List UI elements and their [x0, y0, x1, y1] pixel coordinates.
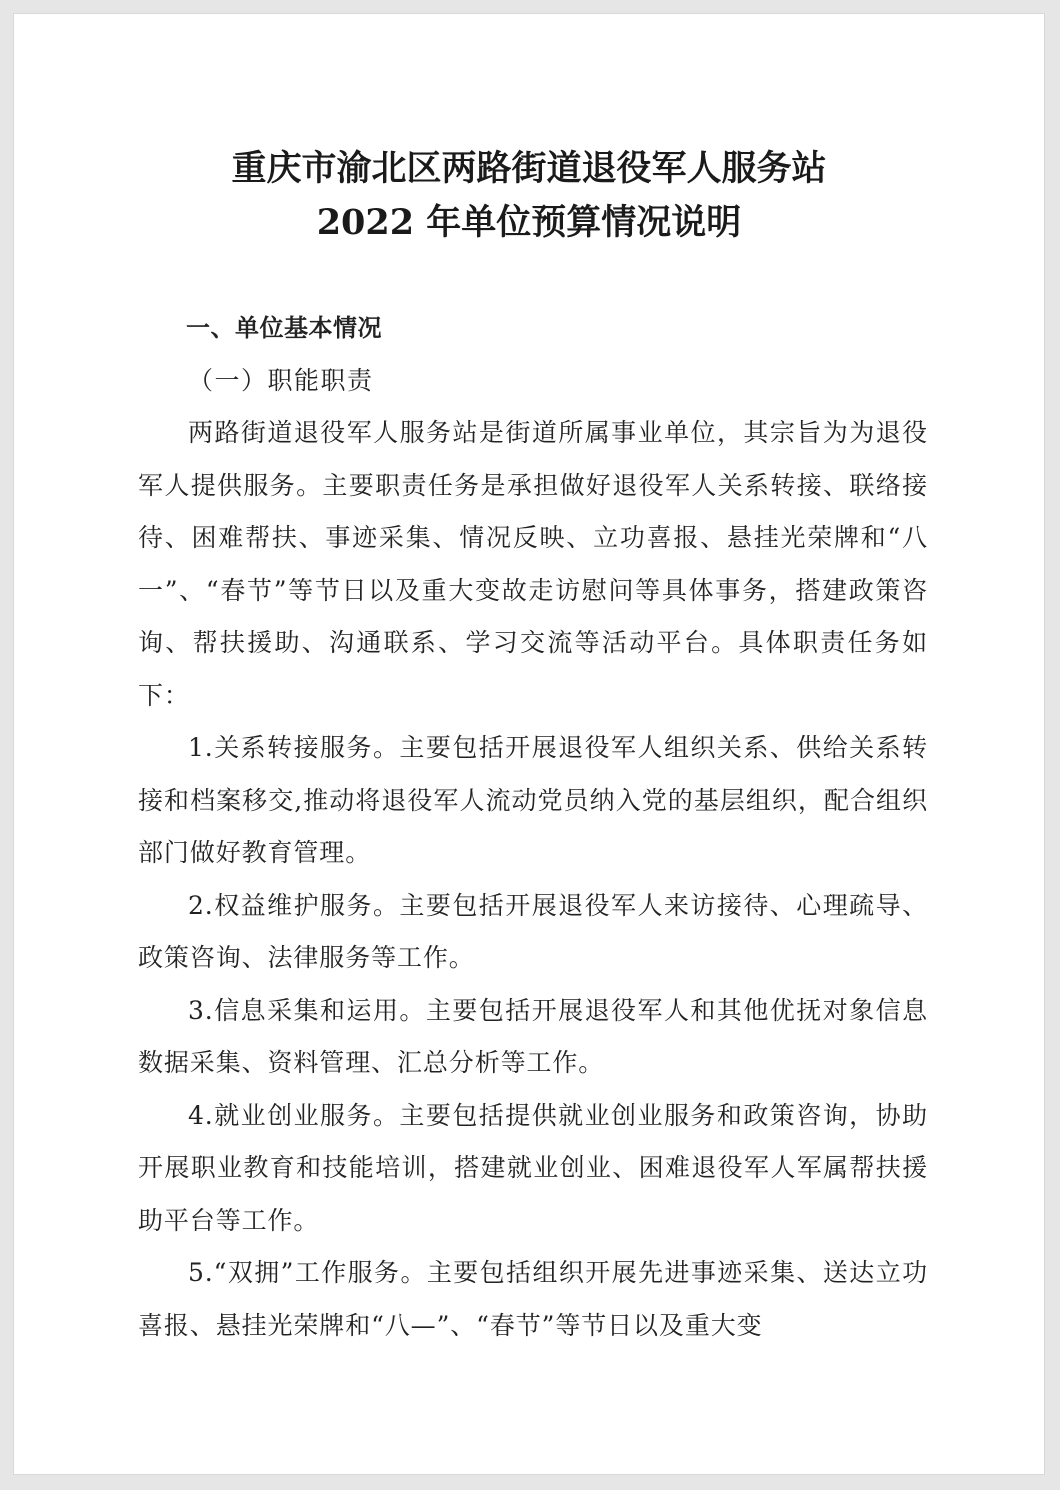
paragraph-item-3: 3.信息采集和运用。主要包括开展退役军人和其他优抚对象信息数据采集、资料管理、汇总分析等工作。 — [138, 995, 928, 1077]
title-line-1: 重庆市渝北区两路街道退役军人服务站 — [231, 148, 827, 189]
paragraph-item-2: 2.权益维护服务。主要包括开展退役军人来访接待、心理疏导、政策咨询、法律服务等工作。 — [138, 890, 928, 972]
section-heading: 一、单位基本情况 — [186, 314, 382, 342]
paragraph-intro: 两路街道退役军人服务站是街道所属事业单位，其宗旨为为退役军人提供服务。主要职责任务是承担做好退役军人关系转接、联络接待、困难帮扶、事迹采集、情况反映、立功喜报、悬挂光荣牌和“八一”、“春节”等节日以及重大变故走访慰问等具体事务，搭建政策咨询、帮扶援助、沟通联系、学习交流等活动平台。具体职责任务如下： — [138, 418, 928, 710]
subsection-heading: （一）职能职责 — [188, 365, 374, 395]
paragraph-item-5: 5.“双拥”工作服务。主要包括组织开展先进事迹采集、送达立功喜报、悬挂光荣牌和“八—”、“春节”等节日以及重大变 — [138, 1258, 928, 1340]
document-title — [14, 142, 1044, 250]
title-line-2: 2022 年单位预算情况说明 — [316, 202, 742, 243]
paragraph-item-1: 1.关系转接服务。主要包括开展退役军人组织关系、供给关系转接和档案移交,推动将退役军人流动党员纳入党的基层组织，配合组织部门做好教育管理。 — [138, 733, 928, 867]
paragraph-item-4: 4.就业创业服务。主要包括提供就业创业服务和政策咨询，协助开展职业教育和技能培训，搭建就业创业、困难退役军人军属帮扶援助平台等工作。 — [138, 1100, 928, 1235]
document-page — [14, 14, 1044, 1474]
document-body — [138, 302, 928, 1352]
